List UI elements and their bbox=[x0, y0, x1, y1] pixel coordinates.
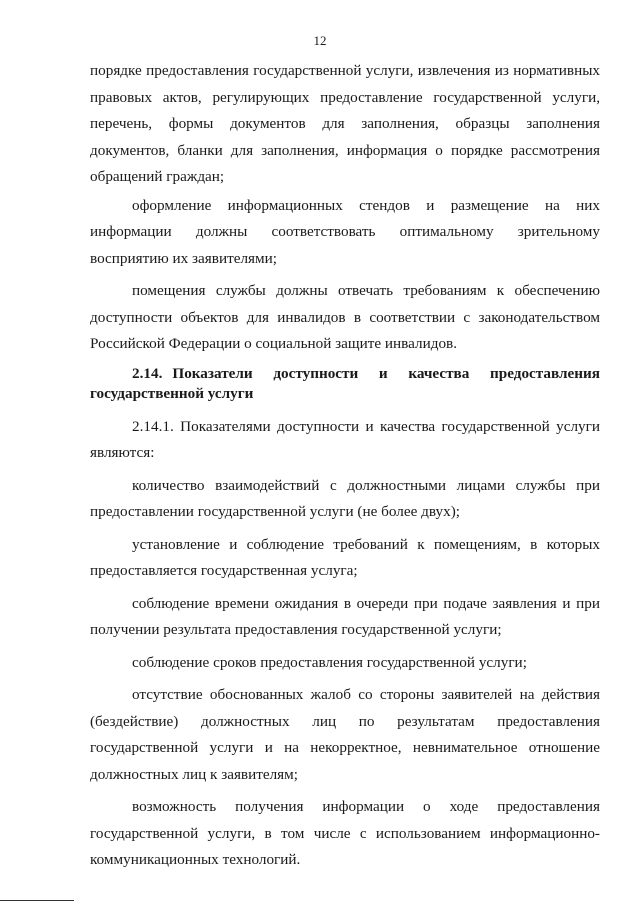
item-deadlines: соблюдение сроков предоставления государственной услуги; bbox=[132, 653, 527, 671]
section-heading bbox=[90, 364, 600, 404]
section-title: Показатели доступности и качества предоставления государственной услуги bbox=[90, 364, 600, 402]
paragraph-info-list: порядке предоставления государственной услуги, извлечения из нормативных правовых актов, регулирующих предоставление государственной услуги, перечень, формы документов для заполнения, образцы заполнения документов, бланки для заполнения, информация о порядке рассмотрения обращений граждан; bbox=[90, 62, 600, 185]
section-number: 2.14. bbox=[132, 364, 163, 382]
item-information: возможность получения информации о ходе предоставления государственной услуги, в том числе с использованием информационно-коммуникационных технологий. bbox=[90, 798, 600, 868]
item-interactions: количество взаимодействий с должностными лицами службы при предоставлении государственной услуги (не более двух); bbox=[90, 476, 600, 520]
document-body bbox=[90, 58, 600, 880]
item-complaints: отсутствие обоснованных жалоб со стороны заявителей на действия (бездействие) должностных лиц по результатам предоставления государственной услуги и на некорректное, невнимательное отношение должностных лиц к заявителям; bbox=[90, 686, 600, 783]
item-waiting-time: соблюдение времени ожидания в очереди при подаче заявления и при получении результата предоставления государственной услуги; bbox=[90, 594, 600, 638]
paragraph-info-stands: оформление информационных стендов и размещение на них информации должны соответствовать оптимальному зрительному восприятию их заявителями; bbox=[90, 196, 600, 267]
page-number: 12 bbox=[313, 33, 327, 48]
paragraph-accessibility: помещения службы должны отвечать требованиям к обеспечению доступности объектов для инвалидов в соответствии с законодательством Российской Федерации о социальной защите инвалидов. bbox=[90, 282, 600, 352]
item-intro: 2.14.1. Показателями доступности и качества государственной услуги являются: bbox=[90, 417, 600, 461]
footnote-divider bbox=[0, 900, 74, 901]
item-premises: установление и соблюдение требований к помещениям, в которых предоставляется государственная услуга; bbox=[90, 535, 600, 579]
